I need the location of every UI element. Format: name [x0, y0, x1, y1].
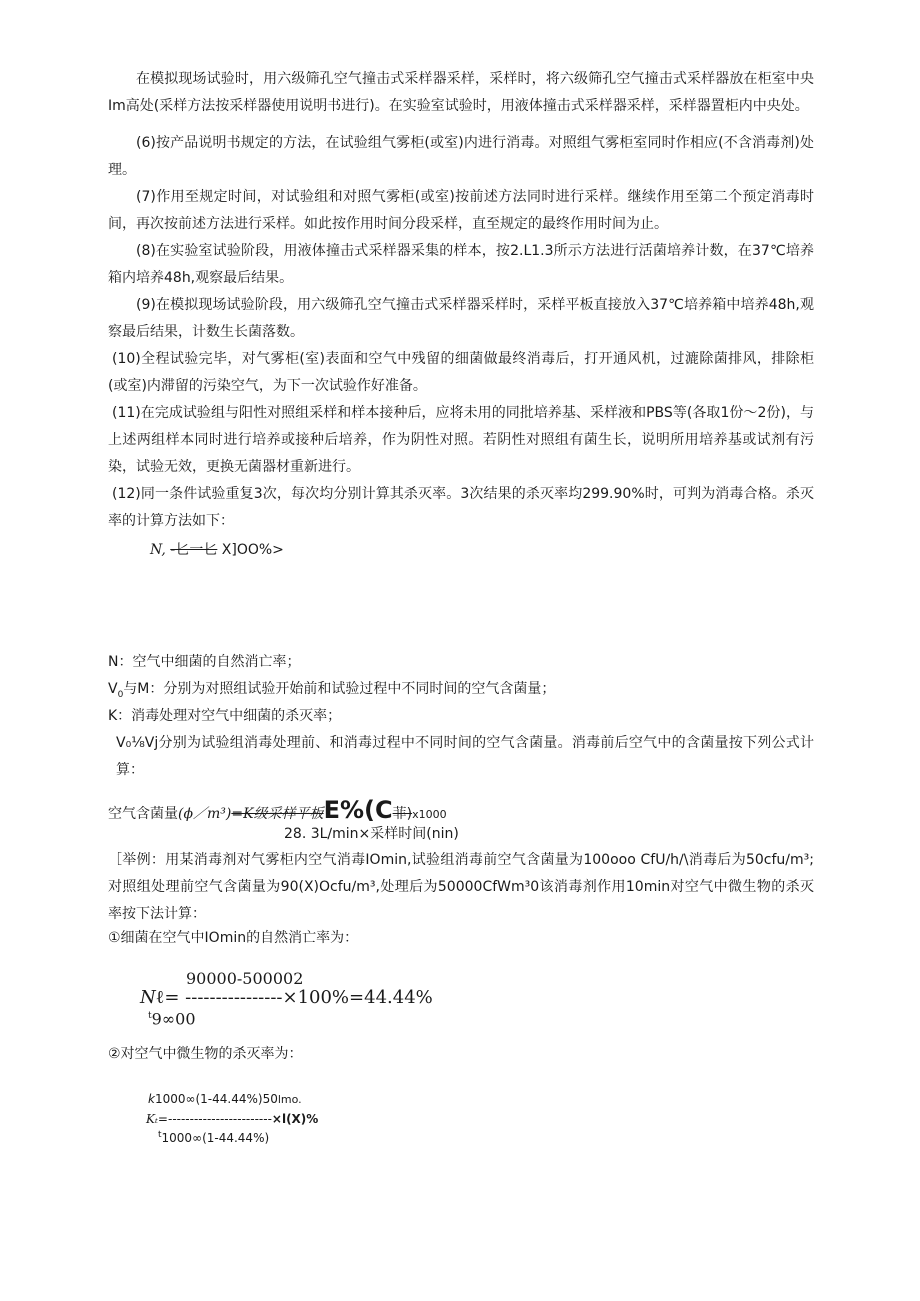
definition-k: K：消毒处理对空气中细菌的杀灭率；	[108, 708, 342, 724]
example-step-1: ①细菌在空气中IOmin的自然消亡率为：	[108, 930, 359, 946]
definition-vo-vj: V₀⅛Vj分别为试验组消毒处理前、和消毒过程中不同时间的空气含菌量。消毒前后空气中的含菌量按下列公式计算：	[116, 735, 814, 778]
example-step-2: ②对空气中微生物的杀灭率为：	[108, 1046, 303, 1062]
definition-n: N：空气中细菌的自然消亡率；	[108, 654, 301, 670]
paragraph-step-9: (9)在模拟现场试验阶段，用六级筛孔空气撞击式采样器采样时，采样平板直接放入37℃培养箱中培养48h,观察最后结果，计数生长菌落数。	[108, 297, 814, 340]
paragraph-step-6: (6)按产品说明书规定的方法，在试验组气雾柜(或室)内进行消毒。对照组气雾柜室同时作相应(不含消毒剂)处理。	[108, 135, 814, 178]
paragraph-sampling-method: 在模拟现场试验时，用六级筛孔空气撞击式采样器采样，采样时，将六级筛孔空气撞击式采样器放在柜室中央Im高处(采样方法按采样器使用说明书进行)。在实验室试验时，用液体撞击式采样器采样，采样器置柜内中央处。	[108, 71, 814, 114]
example-paragraph: ［举例：用某消毒剂对气雾柜内空气消毒IOmin,试验组消毒前空气含菌量为100ooo CfU∕h∕\消毒后为50cfu∕m³;对照组处理前空气含菌量为90(X)Ocfu∕m³,处理后为50000CfWm³0该消毒剂作用10min对空气中微生物的杀灭率按下法计算：	[108, 852, 814, 922]
paragraph-step-12: (12)同一条件试验重复3次，每次均分别计算其杀灭率。3次结果的杀灭率均299.90%时，可判为消毒合格。杀灭率的计算方法如下：	[108, 486, 814, 529]
document-page: 在模拟现场试验时，用六级筛孔空气撞击式采样器采样，采样时，将六级筛孔空气撞击式采样器放在柜室中央Im高处(采样方法按采样器使用说明书进行)。在实验室试验时，用液体撞击式采样器采样，采样器置柜内中央处。 (6)按产品说明书规定的方法，在试验组气雾柜(或室)内进行消毒。对照组气雾柜室同时作相应(不含消毒剂)处理。 (7)作用至规定时间，对试验组和对照气雾柜(或室)按前述方法同时进行采样。继续作用至第二个预定消毒时间，再次按前述方法进行采样。如此按作用时间分段采样，直至规定的最终作用时间为止。 (8)在实验室试验阶段，用液体撞击式采样器采集的样本，按2.L1.3所示方法进行活菌培养计数，在37℃培养箱内培养48h,观察最后结果。 (9)在模拟现场试验阶段，用六级筛孔空气撞击式采样器采样时，采样平板直接放入37℃培养箱中培养48h,观察最后结果，计数生长菌落数。 (10)全程试验完毕，对气雾柜(室)表面和空气中残留的细菌做最终消毒后，打开通风机，过漉除菌排风，排除柜(或室)内滞留的污染空气，为下一次试验作好准备。 (11)在完成试验组与阳性对照组采样和样本接种后，应将未用的同批培养基、采样液和PBS等(各取1份～2份)，与上述两组样本同时进行培养或接种后培养，作为阴性对照。若阴性对照组有菌生长，说明所用培养基或试剂有污染，试验无效，更换无菌器材重新进行。 (12)同一条件试验重复3次，每次均分别计算其杀灭率。3次结果的杀灭率均299.90%时，可判为消毒合格。杀灭率的计算方法如下： N, -匕一匕 X]OO%> N：空气中细菌的自然消亡率； $V_0$与M：分别为对照组试验开始前和试验过程中不同时间的空气含菌量； K：消毒处理对空气中细菌的杀灭率； V₀⅛Vj分别为试验组消毒处理前、和消毒过程中不同时间的空气含菌量。消毒前后空气中的含菌量按下列公式计算： 空气含菌量(ϕ／m³)=K级采样平板E%(C菲)x1000 28. 3L∕min×采样时间(nin) ［举例：用某消毒剂对气雾柜内空气消毒IOmin,试验组消毒前空气含菌量为100ooo CfU∕h∕\消毒后为50cfu∕m³;对照组处理前空气含菌量为90(X)Ocfu∕m³,处理后为50000CfWm³0该消毒剂作用10min对空气中微生物的杀灭率按下法计算： ①细菌在空气中IOmin的自然消亡率为： 90000-500002 Nℓ= ----------------×100%=44.44% $^t$9∞00 ②对空气中微生物的杀灭率为： k1000∞(1-44.44%)50lmo. Kₜ=------------------------×l(X)% $^t$1000∞(1-44.44%)	[0, 0, 920, 1301]
formula-air-bacteria-content: 空气含菌量(ϕ／m³)=K级采样平板E%(C菲)x1000	[108, 796, 447, 824]
formula-air-bacteria-denominator: 28. 3L∕min×采样时间(nin)	[284, 826, 459, 842]
paragraph-step-10: (10)全程试验完毕，对气雾柜(室)表面和空气中残留的细菌做最终消毒后，打开通风机，过漉除菌排风，排除柜(或室)内滞留的污染空气，为下一次试验作好准备。	[108, 351, 814, 394]
paragraph-step-7: (7)作用至规定时间，对试验组和对照气雾柜(或室)按前述方法同时进行采样。继续作用至第二个预定消毒时间，再次按前述方法进行采样。如此按作用时间分段采样，直至规定的最终作用时间为止。	[108, 189, 814, 232]
paragraph-step-8: (8)在实验室试验阶段，用液体撞击式采样器采集的样本，按2.L1.3所示方法进行活菌培养计数，在37℃培养箱内培养48h,观察最后结果。	[108, 243, 814, 286]
definition-v0-m: $V_0$与M：分别为对照组试验开始前和试验过程中不同时间的空气含菌量；	[108, 681, 556, 700]
formula-kill-rate-garbled: N, -匕一匕 X]OO%>	[150, 542, 284, 558]
paragraph-step-11: (11)在完成试验组与阳性对照组采样和样本接种后，应将未用的同批培养基、采样液和PBS等(各取1份～2份)，与上述两组样本同时进行培养或接种后培养，作为阴性对照。若阴性对照组有菌生长，说明所用培养基或试剂有污染，试验无效，更换无菌器材重新进行。	[108, 405, 814, 475]
